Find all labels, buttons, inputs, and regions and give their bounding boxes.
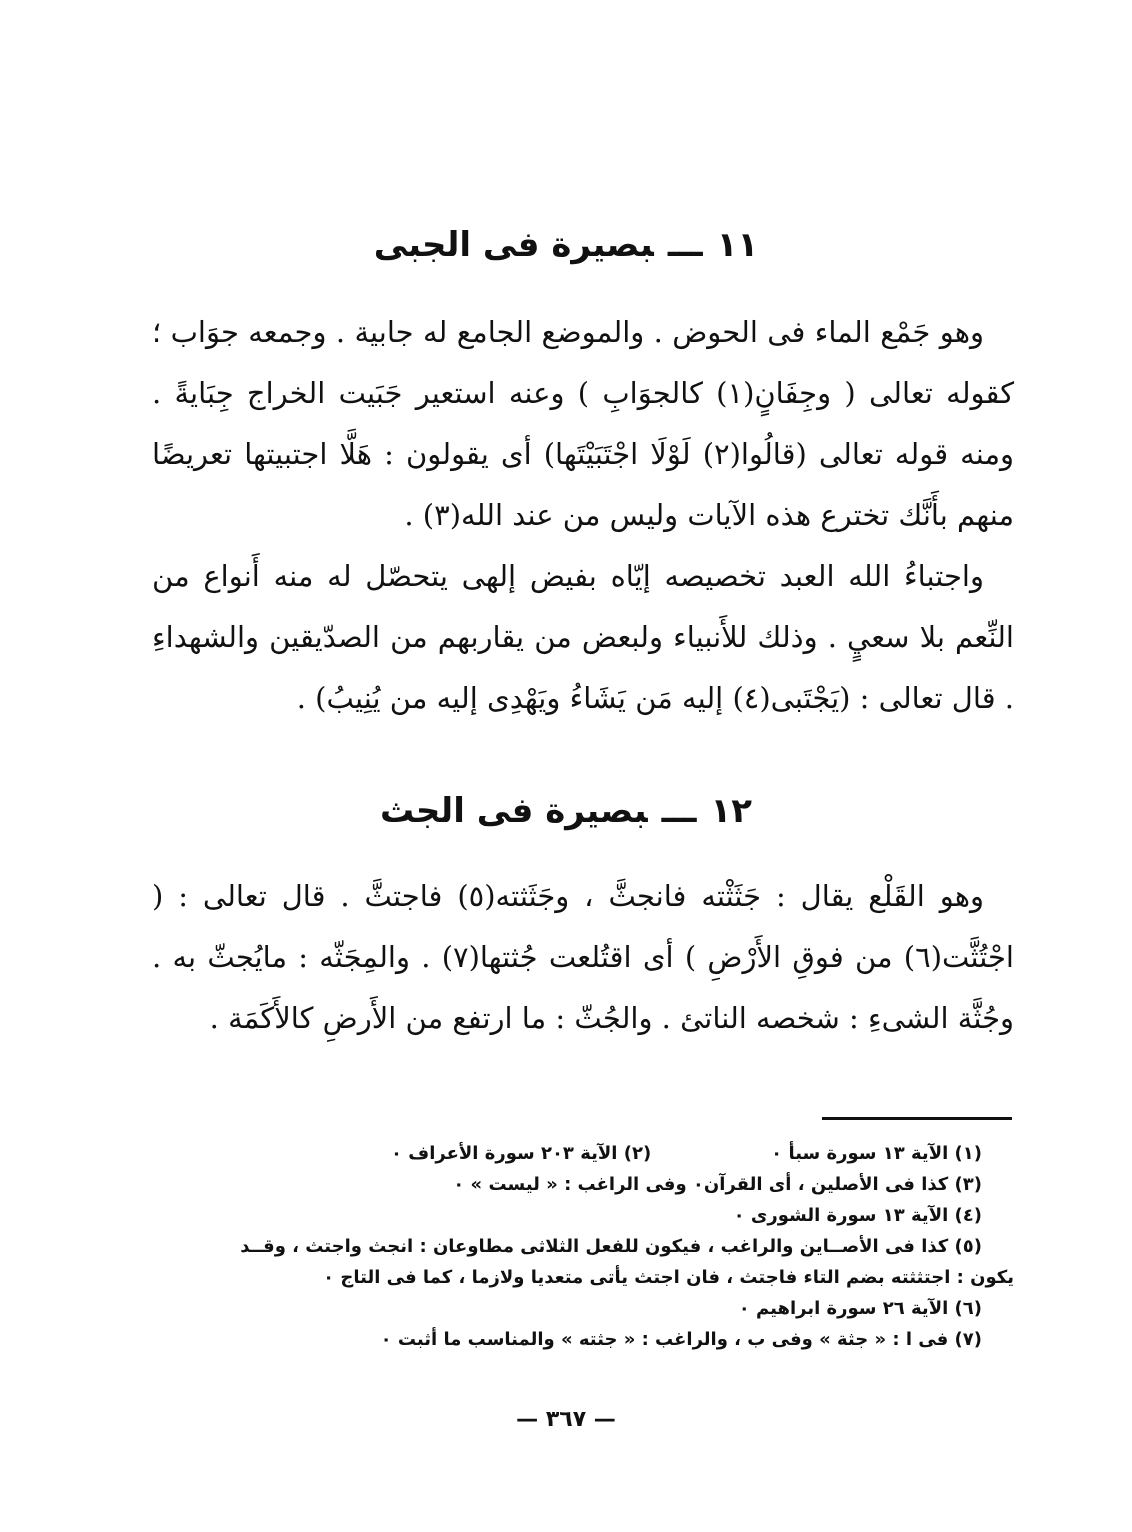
footnote-5: (٥) كذا فى الأصــاين والراغب ، فيكون للفعل الثلاثى مطاوعان : انجث واجتث ، وقــد [240, 1236, 982, 1257]
footnote-5-continuation: يكون : اجتثثته بضم التاء فاجتث ، فان اجتث يأتى متعديا ولازما ، كما فى التاج ٠ [323, 1267, 1014, 1288]
footnote-6: (٦) الآية ٢٦ سورة ابراهيم ٠ [738, 1298, 982, 1319]
section-title: بصيرة فى الجبى [373, 225, 654, 265]
section-heading-11 [0, 220, 1132, 270]
footnote-4: (٤) الآية ١٣ سورة الشورى ٠ [733, 1205, 982, 1226]
paragraph-jaby-2 [152, 546, 1014, 729]
section-title: بصيرة فى الجث [379, 791, 648, 831]
footnote-1: (١) الآية ١٣ سورة سبأ ٠ [771, 1143, 982, 1164]
footnote-3: (٣) كذا فى الأصلين ، أى القرآن٠ وفى الراغب : « ليست » ٠ [453, 1174, 982, 1195]
page-number: — ٣٦٧ — [516, 1407, 616, 1432]
paragraph-text: واجتباءُ الله العبد تخصيصه إيّاه بفيض إلهى يتحصّل له منه أَنواع من النِّعم بلا سعيٍ . وذلك للأَنبياء ولبعض من يقاربهم من الصدّيقين والشهداءِ . قال تعالى : (يَجْتَبى(٤) إليه مَن يَشَاءُ ويَهْدِى إليه من يُنِيبُ) . [152, 559, 1014, 715]
footnote-divider [822, 1117, 1012, 1120]
paragraph-jaby-1 [152, 302, 1014, 546]
footnotes [152, 1138, 1014, 1355]
footnote-7: (٧) فى ا : « جثة » وفى ب ، والراغب : « جثته » والمناسب ما أثبت ٠ [380, 1329, 982, 1350]
heading-dash: ـــ [661, 791, 697, 831]
section-heading-12 [0, 786, 1132, 836]
section-number: ١٢ [710, 791, 753, 831]
paragraph-text: وهو جَمْع الماء فى الحوض . والموضع الجامع له جابية . وجمعه جوَاب ؛ كقوله تعالى ( وجِفَانٍ(١) كالجوَابِ ) وعنه استعير جَبَيت الخراج جِبَايةً . ومنه قوله تعالى (قالُوا(٢) لَوْلَا اجْتَبَيْتَها) أى يقولون : هَلَّا اجتبيتها تعريضًا منهم بأَنَّك تخترع هذه الآيات وليس من عند الله(٣) . [152, 315, 1014, 532]
footnote-2: (٢) الآية ٢٠٣ سورة الأعراف ٠ [391, 1143, 652, 1164]
paragraph-text: وهو القَلْع يقال : جَثَثْته فانجثَّ ، وجَثَثته(٥) فاجتثَّ . قال تعالى : ( اجْتُثَّت(٦) من فوقِ الأَرْضِ ) أى اقتُلعت جُثتها(٧) . والمِجَثّه : مايُجثّ به . وجُثَّة الشىءِ : شخصه الناتئ . والجُثّ : ما ارتفع من الأَرضِ كالأَكَمَة . [152, 879, 1014, 1035]
heading-dash: ـــ [667, 225, 703, 265]
footnote-line [152, 1138, 1014, 1169]
paragraph-jath-1 [152, 866, 1014, 1049]
section-number: ١١ [716, 225, 759, 265]
